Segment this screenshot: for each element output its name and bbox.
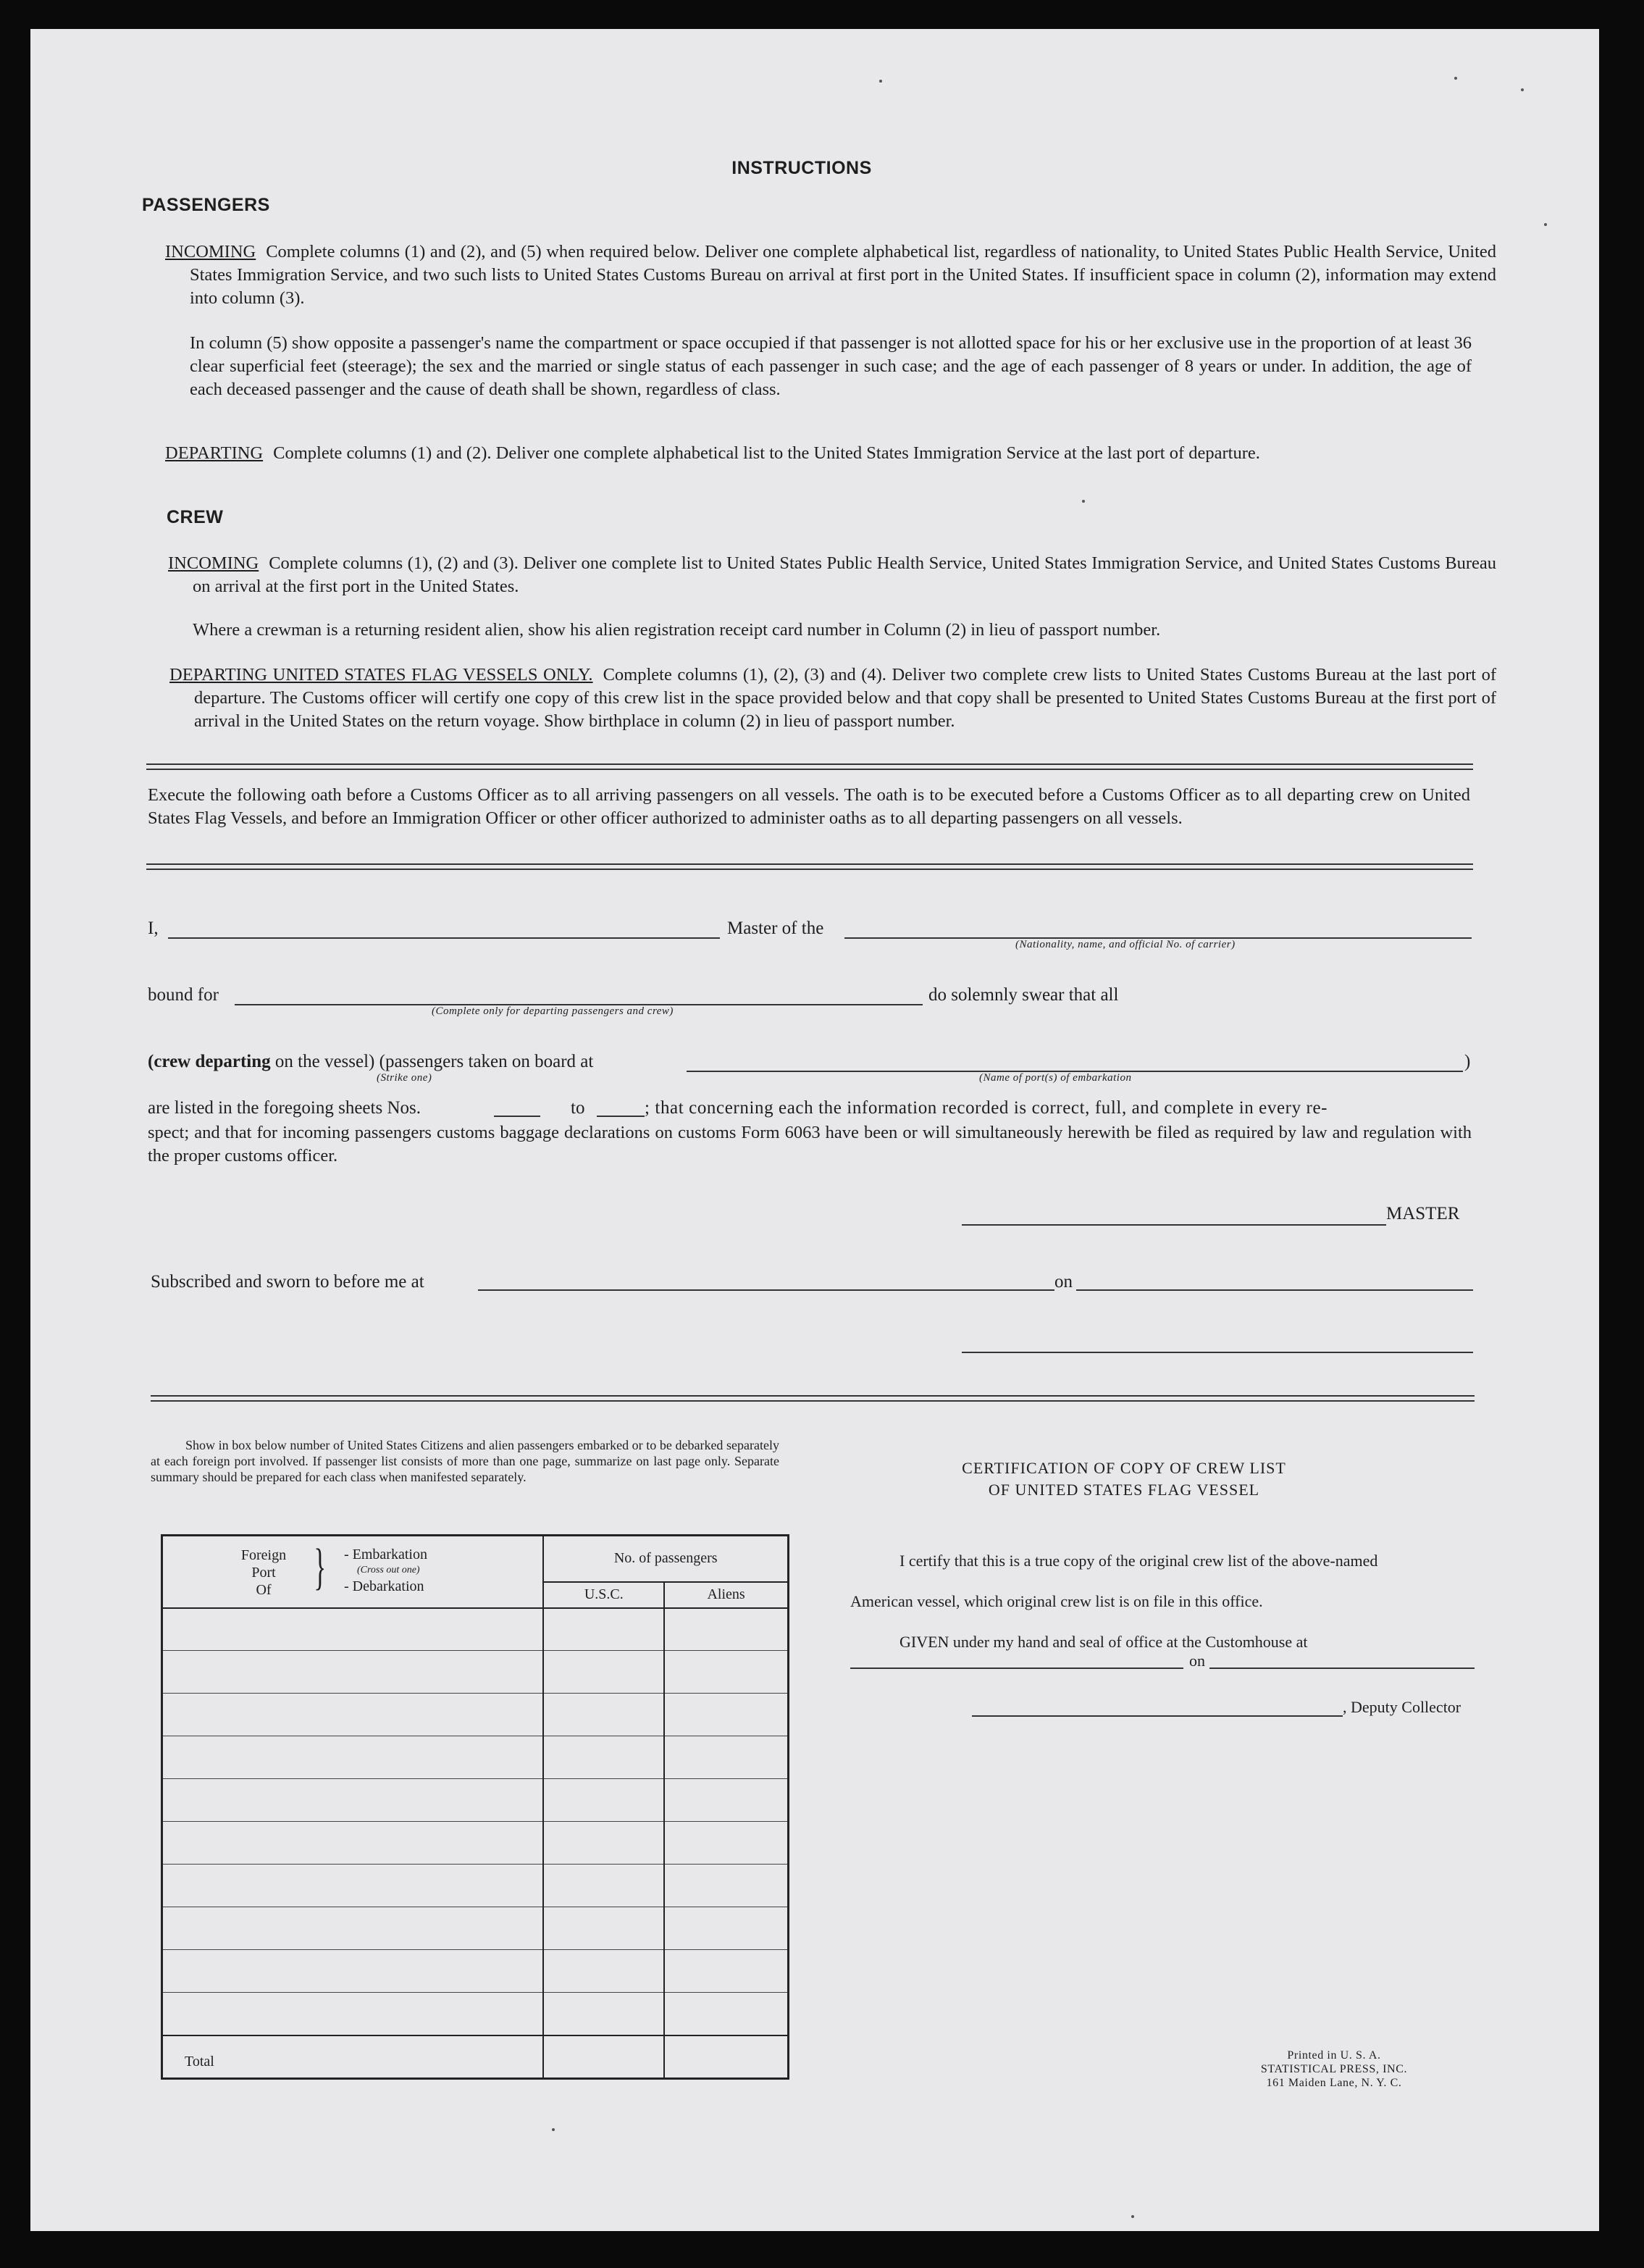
departing-lead: DEPARTING bbox=[165, 443, 264, 463]
port-cell[interactable] bbox=[162, 1865, 544, 1907]
customhouse-field[interactable] bbox=[850, 1667, 1183, 1669]
cross-out-caption: (Cross out one) bbox=[357, 1565, 420, 1576]
port-label: Port bbox=[251, 1565, 276, 1581]
scan-speck bbox=[1454, 77, 1457, 80]
certify-line1: I certify that this is a true copy of the original crew list of the above-named bbox=[899, 1552, 1378, 1570]
table-row bbox=[162, 1608, 789, 1651]
aliens-cell[interactable] bbox=[664, 1779, 788, 1822]
passengers-taken-option[interactable]: (passengers taken on board at bbox=[379, 1052, 594, 1071]
printer-line2: STATISTICAL PRESS, INC. bbox=[1260, 2063, 1408, 2075]
master-name-field[interactable] bbox=[168, 937, 720, 939]
debarkation-option[interactable]: - Debarkation bbox=[344, 1578, 424, 1594]
passengers-incoming-paragraph bbox=[165, 240, 1496, 310]
table-row bbox=[162, 1694, 789, 1736]
total-row bbox=[162, 2035, 789, 2079]
certification-date-field[interactable] bbox=[1209, 1667, 1475, 1669]
scan-speck bbox=[1544, 223, 1547, 226]
aliens-cell[interactable] bbox=[664, 1950, 788, 1993]
sheet-from-field[interactable] bbox=[494, 1116, 540, 1117]
oath-i-label: I, bbox=[148, 919, 159, 938]
aliens-cell[interactable] bbox=[664, 1736, 788, 1779]
passengers-incoming-text: Complete columns (1) and (2), and (5) when required below. Deliver one complete alphabetical list, regardless of nationality, to United States Public Health Service, United States Immigration Service, and two such lists to United States Customs Bureau on arrival at first port in the United States. If insufficient space in column (2), information may extend into column (3). bbox=[190, 242, 1496, 308]
aliens-cell[interactable] bbox=[664, 1608, 788, 1651]
printer-line1: Printed in U. S. A. bbox=[1287, 2049, 1381, 2062]
given-text: GIVEN under my hand and seal of office at the Customhouse at bbox=[899, 1633, 1308, 1651]
embarkation-option[interactable]: - Embarkation bbox=[344, 1547, 427, 1562]
listed-to-label: to bbox=[571, 1098, 585, 1118]
table-row bbox=[162, 1779, 789, 1822]
crew-incoming-lead: INCOMING bbox=[168, 553, 259, 573]
close-paren: ) bbox=[1464, 1052, 1471, 1071]
usc-cell[interactable] bbox=[543, 1736, 664, 1779]
table-row bbox=[162, 1736, 789, 1779]
usc-cell[interactable] bbox=[543, 1907, 664, 1950]
aliens-cell[interactable] bbox=[664, 1993, 788, 2035]
usc-cell[interactable] bbox=[543, 1993, 664, 2035]
table-row bbox=[162, 1865, 789, 1907]
crew-resident-paragraph: Where a crewman is a returning resident alien, show his alien registration receipt card number in Column (2) in lieu of passport number. bbox=[193, 620, 1161, 640]
subscribed-date-field[interactable] bbox=[1076, 1289, 1473, 1291]
passengers-heading: PASSENGERS bbox=[142, 195, 270, 215]
usc-cell[interactable] bbox=[543, 1950, 664, 1993]
scan-speck bbox=[1082, 500, 1085, 503]
certification-title-line2: OF UNITED STATES FLAG VESSEL bbox=[988, 1481, 1260, 1499]
usc-cell[interactable] bbox=[543, 1651, 664, 1694]
usc-cell[interactable] bbox=[543, 1865, 664, 1907]
scan-speck bbox=[879, 80, 882, 83]
table-row bbox=[162, 1993, 789, 2035]
crew-incoming-paragraph bbox=[168, 552, 1496, 598]
master-of-the-label: Master of the bbox=[727, 919, 824, 938]
port-cell[interactable] bbox=[162, 1822, 544, 1865]
listed-text-rest: spect; and that for incoming passengers customs baggage declarations on customs Form 6063 have been or will simultaneously herewith be filed as required by law and regulation with the proper customs officer. bbox=[148, 1123, 1472, 1166]
aliens-header: Aliens bbox=[664, 1582, 788, 1608]
strike-one-caption: (Strike one) bbox=[377, 1072, 432, 1084]
summary-note: Show in box below number of United States Citizens and alien passengers embarked or to be debarked separately at each foreign port involved. If passenger list consists of more than one page, summarize on last page only. Separate summary should be prepared for each class when manifested separately. bbox=[151, 1438, 779, 1484]
scan-speck bbox=[1521, 88, 1524, 91]
table-row bbox=[162, 1822, 789, 1865]
complete-only-caption: (Complete only for departing passengers and crew) bbox=[432, 1005, 674, 1017]
table-row bbox=[162, 1651, 789, 1694]
passengers-departing-paragraph bbox=[165, 442, 1496, 465]
foreign-label: Foreign bbox=[240, 1547, 287, 1563]
crew-departing-text: Complete columns (1), (2), (3) and (4). Deliver two complete crew lists to United States Customs Bureau at the last port of departure. The Customs officer will certify one copy of this crew list in the space provided below and that copy shall be presented to United States Customs Bureau at the first port of arrival in the United States on the return voyage. Show birthplace in column (2) in lieu of passport number. bbox=[194, 665, 1496, 731]
certify-line2: American vessel, which original crew list is on file in this office. bbox=[850, 1592, 1263, 1610]
oath-line-3 bbox=[148, 1052, 593, 1072]
usc-header: U.S.C. bbox=[543, 1582, 664, 1608]
aliens-cell[interactable] bbox=[664, 1822, 788, 1865]
usc-cell[interactable] bbox=[543, 1779, 664, 1822]
crew-departing-option[interactable]: (crew departing bbox=[148, 1052, 271, 1071]
port-cell[interactable] bbox=[162, 1651, 544, 1694]
deputy-collector-label: , Deputy Collector bbox=[1343, 1698, 1461, 1716]
scan-speck bbox=[1131, 2215, 1134, 2218]
divider-2 bbox=[146, 863, 1473, 870]
aliens-cell[interactable] bbox=[664, 1907, 788, 1950]
solemnly-swear-text: do solemnly swear that all bbox=[928, 985, 1119, 1005]
subscribed-on-label: on bbox=[1054, 1272, 1073, 1292]
table-row bbox=[162, 1950, 789, 1993]
usc-cell[interactable] bbox=[543, 1694, 664, 1736]
total-usc-cell[interactable] bbox=[543, 2035, 664, 2079]
oath-intro: Execute the following oath before a Customs Officer as to all arriving passengers on all vessels. The oath is to be executed before a Customs Officer as to all departing crew on United States Flag Vessels, and before an Immigration Officer or other officer authorized to administer oaths as to all departing passengers on all vessels. bbox=[148, 785, 1470, 828]
sheet-to-field[interactable] bbox=[597, 1116, 645, 1117]
listed-text-b: ; that concerning each the information recorded is correct, full, and complete in every re- bbox=[645, 1098, 1328, 1118]
certification-title-line1: CERTIFICATION OF COPY OF CREW LIST bbox=[962, 1459, 1286, 1477]
port-cell[interactable] bbox=[162, 1779, 544, 1822]
crew-heading: CREW bbox=[167, 507, 224, 527]
port-caption: (Name of port(s) of embarkation bbox=[979, 1072, 1132, 1084]
nationality-caption: (Nationality, name, and official No. of carrier) bbox=[1015, 939, 1236, 950]
table-row bbox=[162, 1907, 789, 1950]
passengers-departing-text: Complete columns (1) and (2). Deliver one complete alphabetical list to the United States Immigration Service at the last port of departure. bbox=[273, 443, 1260, 463]
divider-1 bbox=[146, 763, 1473, 770]
passenger-summary-table bbox=[161, 1534, 789, 2080]
crew-departing-lead: DEPARTING UNITED STATES FLAG VESSELS ONLY. bbox=[169, 665, 593, 685]
divider-3 bbox=[151, 1395, 1475, 1402]
incoming-lead: INCOMING bbox=[165, 242, 256, 261]
port-header-cell bbox=[162, 1536, 544, 1608]
port-cell[interactable] bbox=[162, 1950, 544, 1993]
brace-icon: } bbox=[314, 1539, 327, 1595]
port-cell[interactable] bbox=[162, 1736, 544, 1779]
usc-cell[interactable] bbox=[543, 1608, 664, 1651]
port-cell[interactable] bbox=[162, 1694, 544, 1736]
port-cell[interactable] bbox=[162, 1608, 544, 1651]
of-label: Of bbox=[256, 1582, 272, 1598]
port-cell[interactable] bbox=[162, 1907, 544, 1950]
officer-signature-field[interactable] bbox=[962, 1352, 1473, 1353]
printer-imprint bbox=[1225, 2049, 1443, 2090]
on-the-vessel-text: on the vessel) bbox=[274, 1052, 375, 1071]
scan-speck bbox=[552, 2128, 555, 2131]
subscribed-label: Subscribed and sworn to before me at bbox=[151, 1272, 424, 1292]
aliens-cell[interactable] bbox=[664, 1865, 788, 1907]
aliens-cell[interactable] bbox=[664, 1694, 788, 1736]
certification-title bbox=[885, 1457, 1363, 1501]
certification-on-label: on bbox=[1189, 1652, 1205, 1670]
no-passengers-header: No. of passengers bbox=[543, 1536, 788, 1582]
aliens-cell[interactable] bbox=[664, 1651, 788, 1694]
master-signature-label: MASTER bbox=[1386, 1204, 1460, 1223]
crew-incoming-text: Complete columns (1), (2) and (3). Deliver one complete list to United States Public Health Service, United States Immigration Service, and United States Customs Bureau on arrival at the first port in the United States. bbox=[193, 553, 1496, 596]
bound-for-label: bound for bbox=[148, 985, 219, 1005]
printer-line3: 161 Maiden Lane, N. Y. C. bbox=[1266, 2077, 1402, 2089]
column5-paragraph: In column (5) show opposite a passenger's name the compartment or space occupied if that passenger is not allotted space for his or her exclusive use in the proportion of at least 36 clear superficial feet (steerage); the sex and the married or single status of each passenger in such case; and the age of each passenger of 8 years or under. In addition, the age of each deceased passenger and the cause of death shall be shown, regardless of class. bbox=[190, 333, 1472, 399]
total-label: Total bbox=[162, 2035, 544, 2079]
usc-cell[interactable] bbox=[543, 1822, 664, 1865]
crew-departing-paragraph bbox=[169, 664, 1496, 733]
port-cell[interactable] bbox=[162, 1993, 544, 2035]
master-signature-field[interactable] bbox=[962, 1224, 1386, 1226]
oath-line-4 bbox=[148, 1098, 421, 1118]
subscribed-place-field[interactable] bbox=[478, 1289, 1054, 1291]
listed-text-a: are listed in the foregoing sheets Nos. bbox=[148, 1098, 421, 1118]
form-sheet bbox=[30, 29, 1599, 2231]
total-aliens-cell[interactable] bbox=[664, 2035, 788, 2079]
instructions-title: INSTRUCTIONS bbox=[731, 158, 872, 178]
deputy-signature-field[interactable] bbox=[972, 1715, 1343, 1717]
